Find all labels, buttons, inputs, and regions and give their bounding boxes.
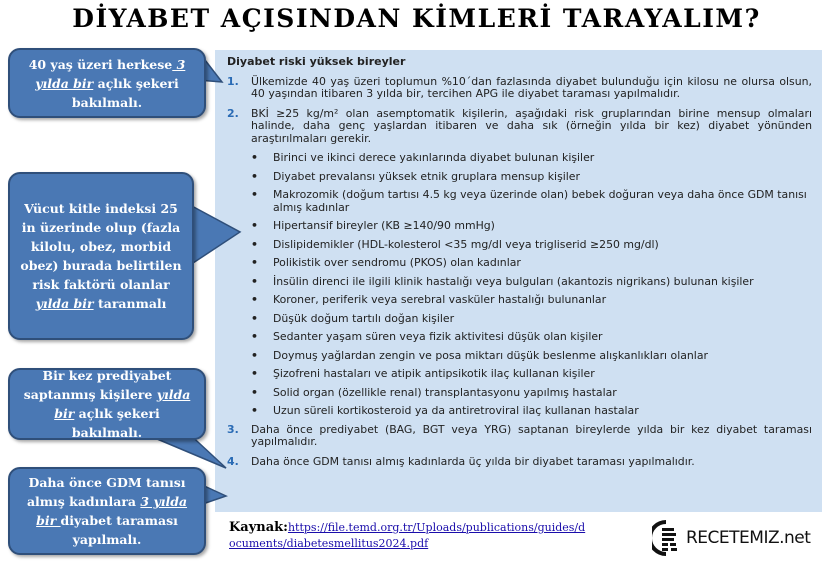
callout-bubble-bmi: Vücut kitle indeksi 25 in üzerinde olup (fazla kilolu, obez, morbid obez) burada belirtilen risk faktörü olanlar yılda bir taranmalı [8,172,194,340]
bullet-text: Makrozomik (doğum tartısı 4.5 kg veya üzerinde olan) bebek doğuran veya daha önce GDM tanısı almış kadınlar [273,188,807,214]
bullet-icon: • [251,169,258,183]
bullet-text: Solid organ (özellikle renal) transplantasyonu yapılmış hastalar [273,385,617,399]
bullet-icon: • [251,404,258,417]
logo-text: RECETEMIZ.net [686,528,811,548]
bullet-text: Düşük doğum tartılı doğan kişiler [273,311,455,325]
bullet-icon: • [251,151,258,164]
bullet-text: Sedanter yaşam süren veya fizik aktivitesi düşük olan kişiler [273,330,603,343]
bullet-text: Doymuş yağlardan zengin ve posa miktarı düşük beslenme alışkanlıkları olanlar [273,348,708,362]
page-title: DİYABET AÇISINDAN KİMLERİ TARAYALIM? [72,4,761,33]
item-number: 4. [227,454,239,468]
bullet-text: Diyabet prevalansı yüksek etnik gruplara mensup kişiler [273,169,580,183]
bullet-icon: • [251,367,258,380]
source-label: Kaynak: [229,520,288,535]
recetemiz-logo-icon [652,520,680,556]
bullet-icon: • [251,274,258,288]
bullet-icon: • [251,237,258,251]
bullet-text: Uzun süreli kortikosteroid ya da antiretroviral ilaç kullanan hastalar [273,404,639,417]
item-text: Daha önce prediyabet (BAG, BGT veya YRG) saptanan bireylerde yılda bir kez diyabet taraması yapılmalıdır. [251,422,812,448]
item-text: Daha önce GDM tanısı almış kadınlarda üç yılda bir diyabet taraması yapılmalıdır. [251,454,695,468]
panel-heading: Diyabet riski yüksek bireyler [227,55,406,68]
callout-bubble-prediabetes: Bir kez prediyabet saptanmış kişilere yılda bir açlık şekeri bakılmalı. [8,368,206,440]
item-text: Ülkemizde 40 yaş üzeri toplumun %10´dan fazlasında diyabet bulunduğu için kilosu ne olursa olsun, 40 yaşından itibaren 3 yılda bir, tercihen APG ile diyabet taraması yapılmalıdır. [251,74,812,100]
item-number: 3. [227,422,239,436]
bullet-text: Hipertansif bireyler (KB ≥140/90 mmHg) [273,219,495,232]
bullet-icon: • [251,219,258,232]
bullet-text: Birinci ve ikinci derece yakınlarında diyabet bulunan kişiler [273,151,595,164]
callout-bubble-age-40: 40 yaş üzeri herkese 3 yılda bir açlık şekeri bakılmalı. [8,48,206,118]
bullet-icon: • [251,293,258,306]
bullet-text: Dislipidemikler (HDL-kolesterol <35 mg/dl veya trigliserid ≥250 mg/dl) [273,237,659,251]
bullet-text: Koroner, periferik veya serebral vasküler hastalığı bulunanlar [273,293,607,306]
bullet-text: Şizofreni hastaları ve atipik antipsikotik ilaç kullanan kişiler [273,367,595,380]
bullet-icon: • [251,188,258,201]
callout-bubble-gdm: Daha önce GDM tanısı almış kadınlara 3 yılda bir diyabet taraması yapılmalı. [8,467,206,555]
bullet-icon: • [251,385,258,399]
item-number: 2. [227,106,239,120]
bullet-icon: • [251,348,258,362]
source-citation [229,520,589,552]
bullet-icon: • [251,256,258,269]
bullet-text: İnsülin direnci ile ilgili klinik hastalığı veya bulguları (akantozis nigrikans) bulunan kişiler [273,274,754,288]
source-link[interactable]: https://file.temd.org.tr/Uploads/publications/guides/documents/diabetesmellitus2024.pdf [229,521,586,550]
item-number: 1. [227,74,239,88]
bullet-icon: • [251,330,258,343]
bullet-text: Polikistik over sendromu (PKOS) olan kadınlar [273,256,521,269]
logo [652,520,810,556]
item-text: BKİ ≥25 kg/m² olan asemptomatik kişilerin, aşağıdaki risk gruplarından birine mensup olmaları halinde, daha genç yaşlardan itibaren ve daha sık (örneğin yılda bir kez) diyabet yönünden araştırılmaları gerekir. [251,106,812,145]
bullet-icon: • [251,311,258,325]
